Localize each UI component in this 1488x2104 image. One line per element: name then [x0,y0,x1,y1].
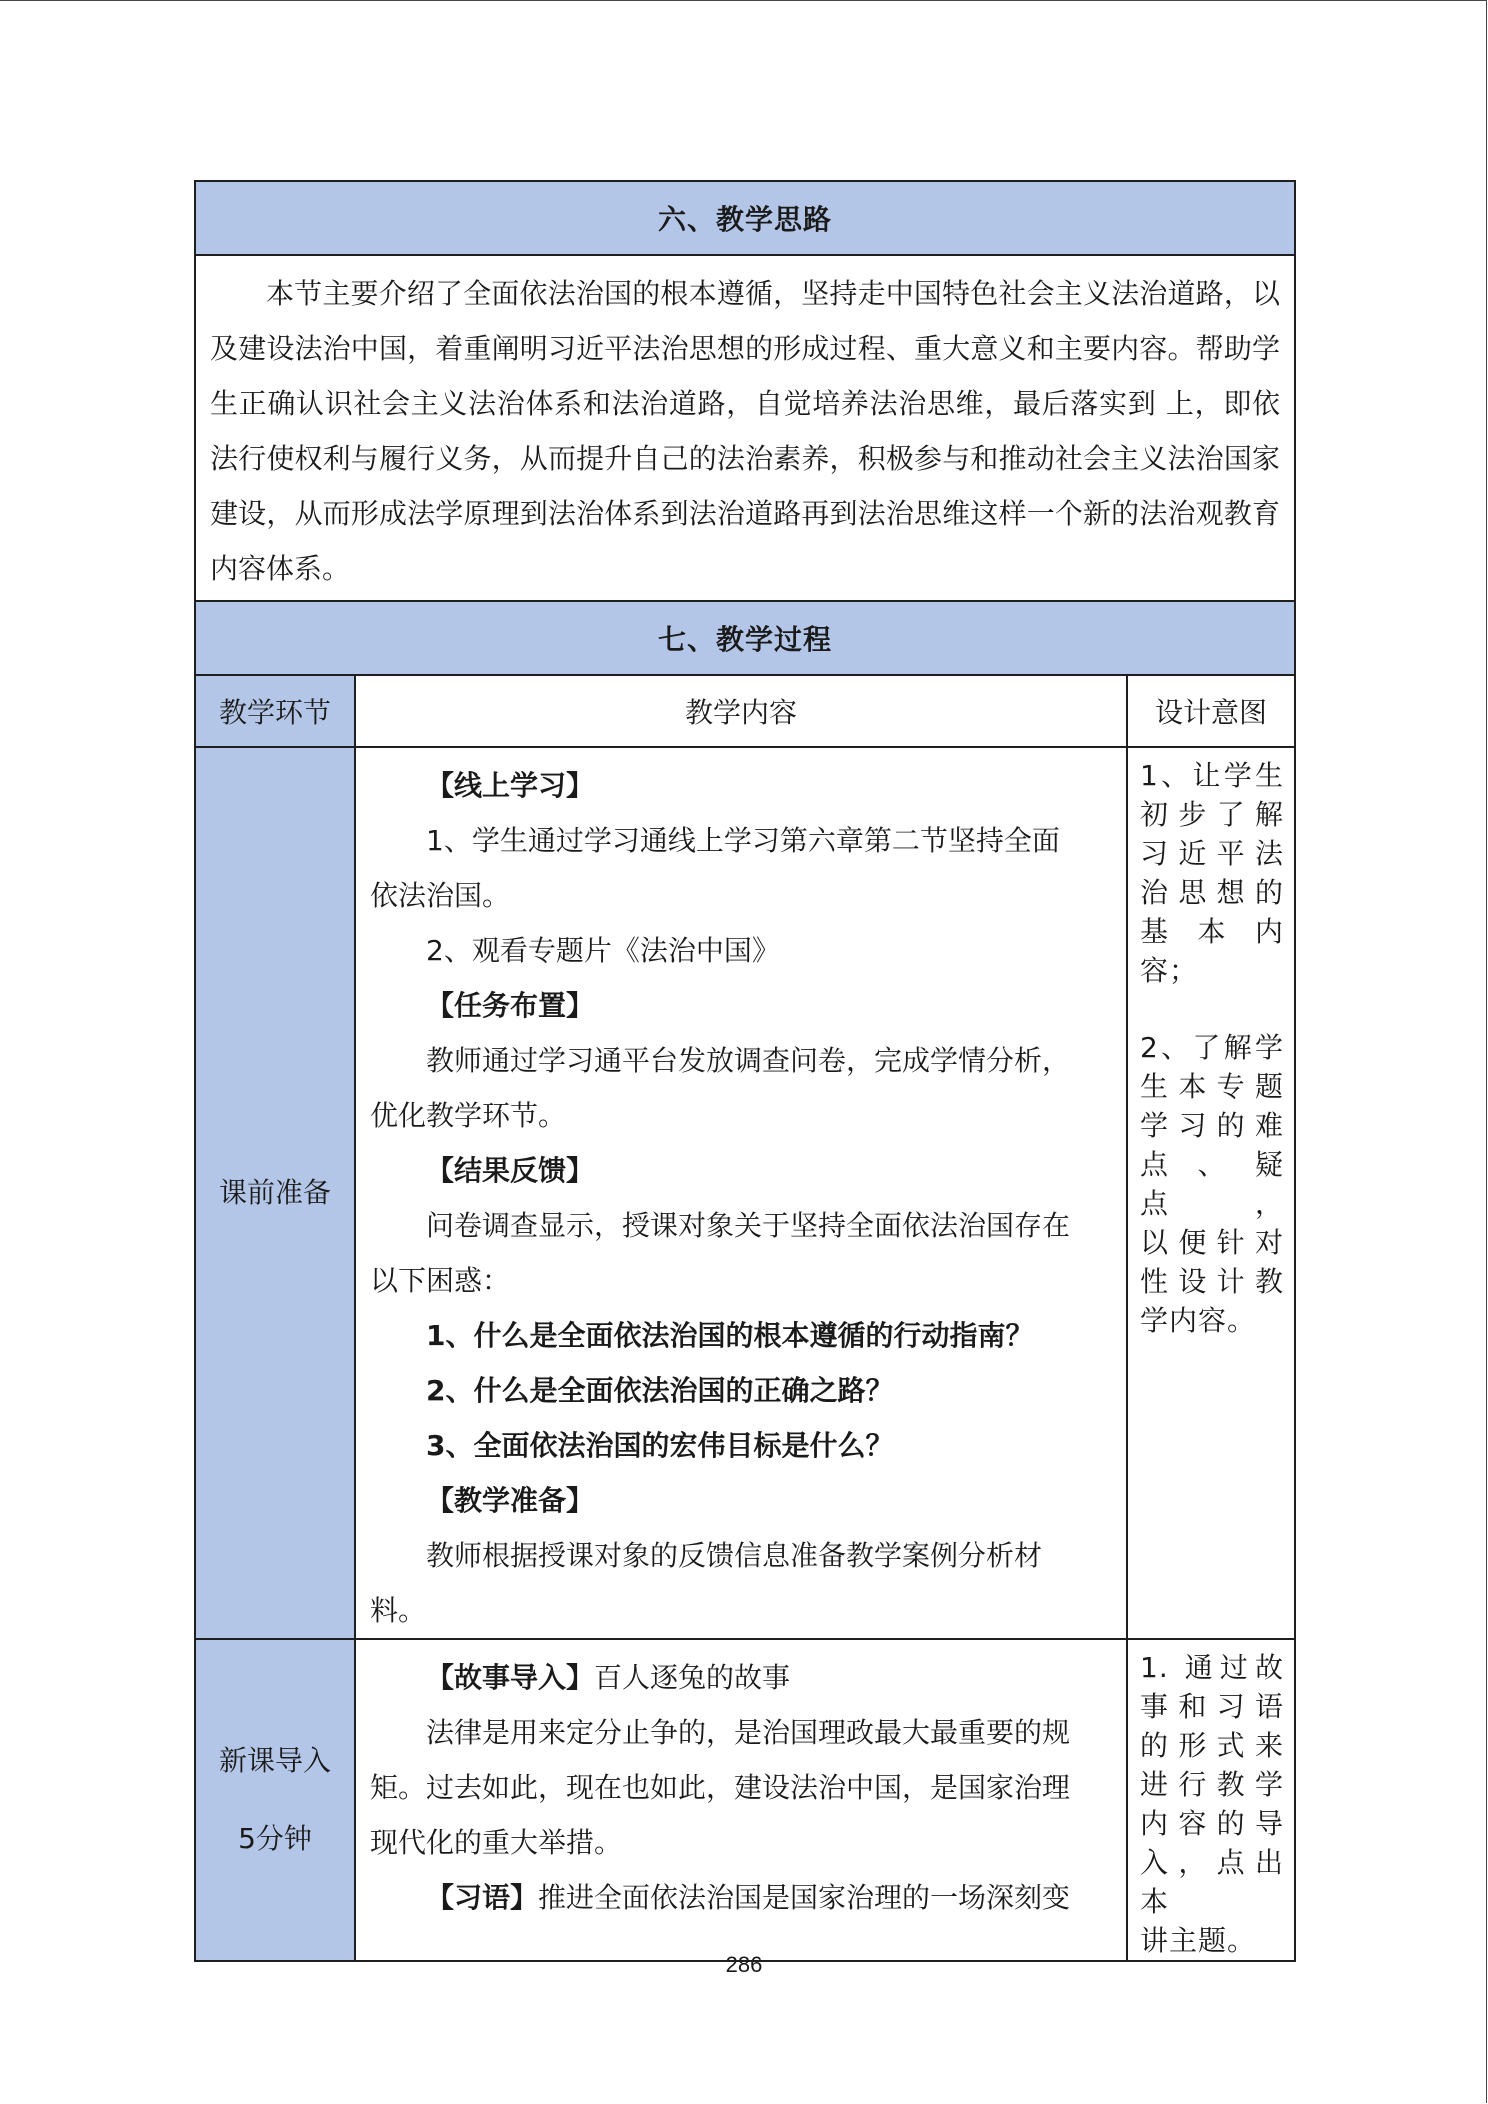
online-study-item-1-cont: 依法治国。 [370,879,511,912]
stage-duration: 5分钟 [238,1822,312,1855]
quote-line [370,1870,1114,1925]
question-1: 1、什么是全面依法治国的根本遵循的行动指南？ [426,1319,1034,1352]
quote-text: 推进全面依法治国是国家治理的一场深刻变 [538,1881,1071,1914]
intent-line: 性设计教 [1140,1265,1284,1298]
story-text-cont: 矩。过去如此，现在也如此，建设法治中国，是国家治理 [370,1771,1071,1804]
prep-text-cont: 料。 [370,1594,427,1627]
column-header-stage: 教学环节 [195,675,355,747]
intent-line: 1、让学生 [1140,759,1284,792]
task-text-cont: 优化教学环节。 [370,1099,567,1132]
column-header-content: 教学内容 [355,675,1127,747]
intent-line: 1. 通过故 [1140,1651,1284,1684]
feedback-text-cont: 以下困惑： [370,1264,511,1297]
feedback-text: 问卷调查显示，授课对象关于坚持全面依法治国存在 [426,1209,1071,1242]
column-header-intent: 设计意图 [1127,675,1295,747]
intent-cell-introduction [1127,1639,1295,1961]
feedback-heading: 【结果反馈】 [426,1154,595,1187]
section-7-title: 七、教学过程 [195,601,1295,675]
section-6-title: 六、教学思路 [195,181,1295,255]
intent-line: 习近平法 [1140,837,1284,870]
intent-line: 生本专题 [1140,1070,1284,1103]
story-text-cont-2: 现代化的重大举措。 [370,1826,623,1859]
story-text: 法律是用来定分止争的，是治国理政最大最重要的规 [426,1716,1071,1749]
quote-heading: 【习语】 [426,1881,539,1914]
intent-line: 2、了解学 [1140,1031,1284,1064]
intent-line: 治思想的 [1140,876,1284,909]
intent-line: 基本内容； [1140,915,1284,987]
page-number: 286 [725,1952,763,1977]
intent-line: 内容的导 [1140,1807,1284,1840]
table-row [195,747,1295,1639]
intent-line: 事和习语 [1140,1690,1284,1723]
task-text: 教师通过学习通平台发放调查问卷，完成学情分析， [426,1044,1071,1077]
intent-cell-preparation [1127,747,1295,1639]
intent-line: 进行教学 [1140,1768,1284,1801]
story-heading: 【故事导入】 [426,1661,595,1694]
story-line [370,1650,1114,1705]
intent-line: 初步了解 [1140,798,1284,831]
prep-text: 教师根据授课对象的反馈信息准备教学案例分析材 [426,1539,1043,1572]
intent-line: 的形式来 [1140,1729,1284,1762]
lesson-plan-table [194,180,1296,1962]
intent-line: 以便针对 [1140,1226,1284,1259]
story-title: 百人逐兔的故事 [594,1661,791,1694]
prep-heading: 【教学准备】 [426,1484,595,1517]
question-3: 3、全面依法治国的宏伟目标是什么？ [426,1429,894,1462]
stage-cell-introduction [195,1639,355,1961]
online-study-heading: 【线上学习】 [426,769,595,802]
section-6-body [195,255,1295,601]
stage-label: 新课导入 [218,1744,331,1777]
stage-cell-preparation: 课前准备 [195,747,355,1639]
intent-line: 学习的难 [1140,1109,1284,1142]
content-cell-preparation [355,747,1127,1639]
online-study-item-2: 2、观看专题片《法治中国》 [426,934,780,967]
intent-line: 点、疑点， [1140,1148,1284,1220]
intent-line: 讲主题。 [1140,1924,1257,1957]
teaching-approach-paragraph: 本节主要介绍了全面依法治国的根本遵循，坚持走中国特色社会主义法治道路，以及建设法治中国，着重阐明习近平法治思想的形成过程、重大意义和主要内容。帮助学生正确认识社会主义法治体系和法治道路，自觉培养法治思维，最后落实到 上，即依法行使权利与履行义务，从而提升自己的法治素养，积极参与和推动社会主义法治国家建设，从而形成法学原理到法治体系到法治道路再到法治思维这样一个新的法治观教育内容体系。 [210,277,1280,585]
task-heading: 【任务布置】 [426,989,595,1022]
intent-line: 入，点出本 [1140,1846,1284,1918]
content-cell-introduction [355,1639,1127,1961]
intent-line: 学内容。 [1140,1304,1257,1337]
online-study-item-1: 1、学生通过学习通线上学习第六章第二节坚持全面 [426,824,1060,857]
question-2: 2、什么是全面依法治国的正确之路？ [426,1374,894,1407]
table-row [195,1639,1295,1961]
